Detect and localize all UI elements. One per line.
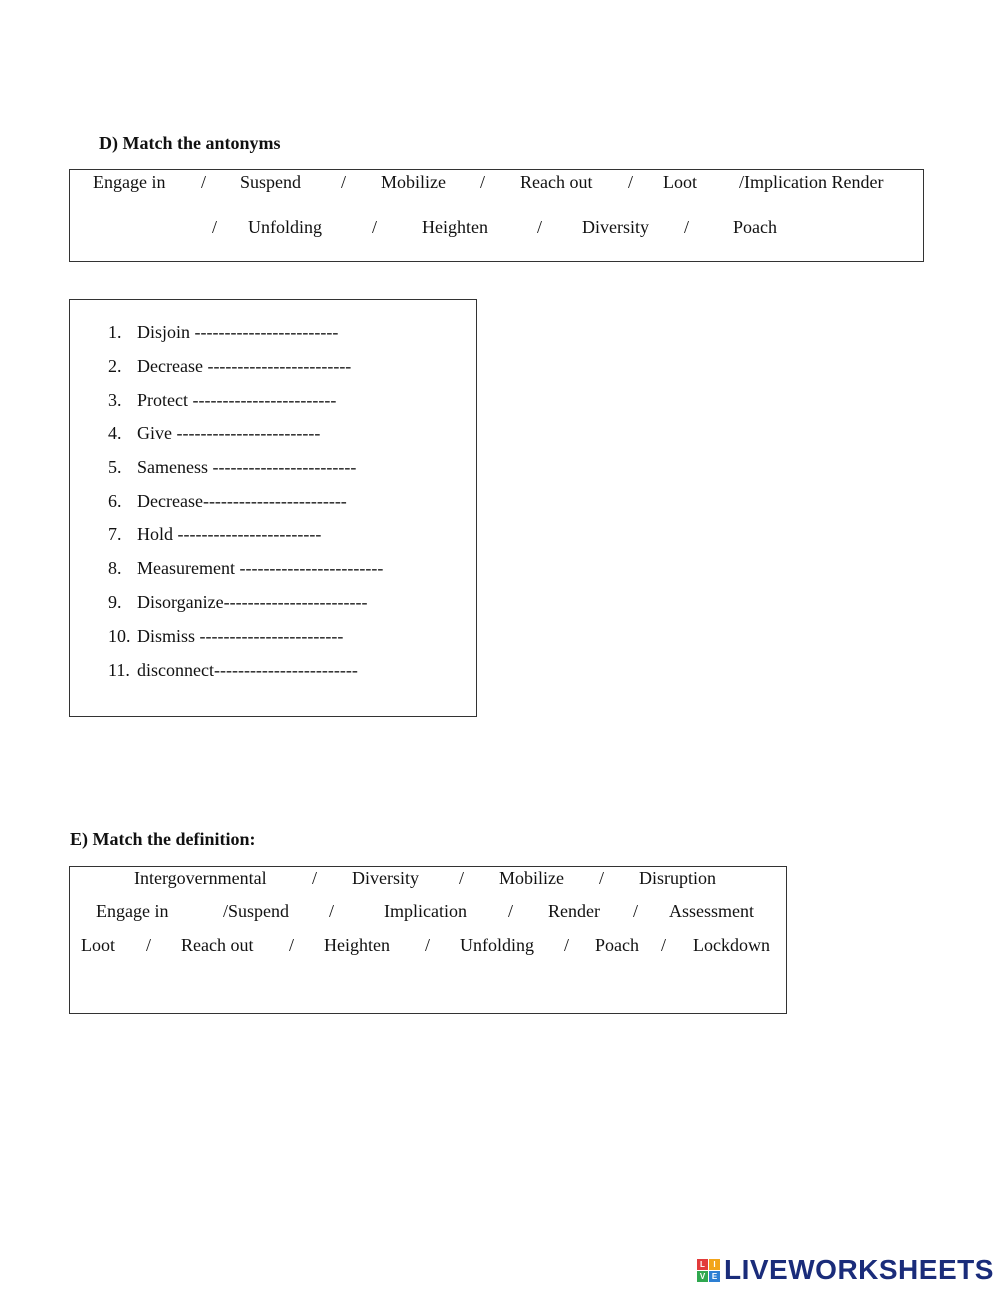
word-bank-separator: / [146,935,152,955]
word-bank-separator: / [633,901,639,921]
antonyms-word-bank [69,169,924,262]
antonym-item [108,524,321,545]
word-bank-word: Poach [595,935,639,955]
antonym-item [108,660,358,681]
antonym-item [108,592,368,613]
item-number: 5. [108,457,122,477]
logo-letter: E [709,1271,720,1282]
word-bank-separator: / [564,935,570,955]
antonym-item [108,558,383,579]
word-bank-separator: / [372,217,378,237]
item-number: 11. [108,660,130,680]
word-bank-word: Heighten [324,935,390,955]
word-bank-word: Engage in [96,901,169,921]
item-number: 9. [108,592,122,612]
word-bank-word: Reach out [520,172,593,192]
item-number: 3. [108,390,122,410]
word-bank-separator: / [341,172,347,192]
word-bank-separator: / [599,868,605,888]
logo-letter: L [697,1259,708,1270]
section-e-heading: E) Match the definition: [70,829,256,849]
word-bank-word: Intergovernmental [134,868,267,888]
word-bank-word: Diversity [582,217,649,237]
word-bank-word: /Suspend [223,901,290,921]
antonym-item [108,356,351,377]
word-bank-word: Heighten [422,217,488,237]
item-text: Protect ------------------------ [137,390,337,410]
word-bank-word: /Implication Render [739,172,884,192]
antonym-item [108,626,343,647]
word-bank-word: Lockdown [693,935,770,955]
definition-word-bank [69,866,787,1014]
word-bank-word: Assessment [669,901,754,921]
word-bank-word: Mobilize [381,172,446,192]
liveworksheets-logo[interactable] [697,1255,994,1285]
antonym-item [108,390,336,411]
item-text: Give ------------------------ [137,423,321,443]
word-bank-separator: / [480,172,486,192]
item-number: 8. [108,558,122,578]
word-bank-word: Mobilize [499,868,564,888]
word-bank-word: Loot [81,935,115,955]
antonym-item [108,491,347,512]
item-number: 1. [108,322,122,342]
item-text: Sameness ------------------------ [137,457,357,477]
word-bank-separator: / [289,935,295,955]
word-bank-word: Implication [384,901,467,921]
word-bank-separator: / [212,217,218,237]
logo-letter: V [697,1271,708,1282]
logo-letter: I [709,1259,720,1270]
word-bank-separator: / [312,868,318,888]
word-bank-separator: / [425,935,431,955]
word-bank-separator: / [537,217,543,237]
item-text: Disjoin ------------------------ [137,322,339,342]
item-text: Hold ------------------------ [137,524,322,544]
item-text: Disorganize------------------------ [137,592,368,612]
word-bank-separator: / [628,172,634,192]
logo-text: LIVEWORKSHEETS [724,1254,994,1285]
word-bank-word: Engage in [93,172,166,192]
antonym-item [108,322,338,343]
item-text: Decrease------------------------ [137,491,347,511]
word-bank-word: Render [548,901,600,921]
item-number: 2. [108,356,122,376]
word-bank-word: Suspend [240,172,302,192]
word-bank-word: Disruption [639,868,717,888]
item-number: 10. [108,626,131,646]
word-bank-word: Loot [663,172,697,192]
item-number: 7. [108,524,122,544]
word-bank-separator: / [459,868,465,888]
word-bank-word: Diversity [352,868,419,888]
antonym-item [108,423,320,444]
word-bank-word: Unfolding [248,217,322,237]
section-d-heading: D) Match the antonyms [99,133,281,153]
word-bank-word: Unfolding [460,935,534,955]
word-bank-separator: / [201,172,207,192]
item-text: Dismiss ------------------------ [137,626,344,646]
word-bank-separator: / [684,217,690,237]
item-number: 4. [108,423,122,443]
item-text: Measurement ------------------------ [137,558,384,578]
word-bank-separator: / [329,901,335,921]
antonym-item [108,457,356,478]
item-text: disconnect------------------------ [137,660,358,680]
logo-mark-icon [697,1259,720,1282]
word-bank-separator: / [661,935,667,955]
word-bank-word: Reach out [181,935,254,955]
word-bank-separator: / [508,901,514,921]
word-bank-word: Poach [733,217,777,237]
item-text: Decrease ------------------------ [137,356,352,376]
item-number: 6. [108,491,122,511]
